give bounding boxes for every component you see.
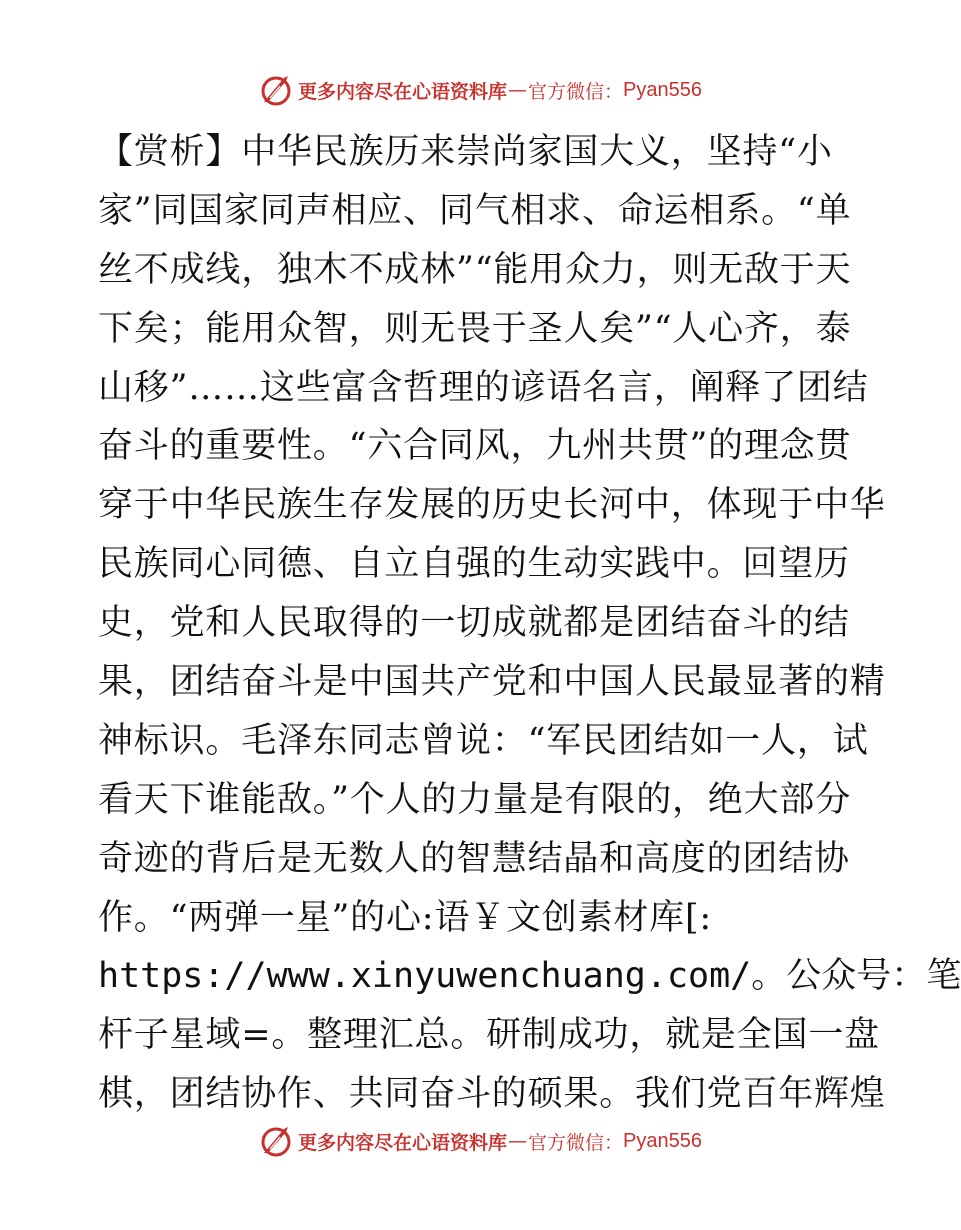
body-line: 奇迹的背后是无数人的智慧结晶和高度的团结协 [98, 838, 850, 879]
body-line: 丝不成线，独木不成林”“能用众力，则无敌于天 [98, 249, 852, 290]
banner-separator: — [508, 79, 528, 101]
footer-banner [0, 1121, 950, 1161]
feather-pen-logo-icon [258, 1123, 294, 1159]
body-line-url: https://www.xinyuwenchuang.com/。公众号：笔 [98, 956, 961, 997]
body-line: 杆子星域=。整理汇总。研制成功，就是全国一盘 [98, 1015, 880, 1056]
banner-separator: — [508, 1130, 528, 1152]
body-line: 神标识。毛泽东同志曾说：“军民团结如一人，试 [98, 720, 869, 761]
body-line: 穿于中华民族生存发展的历史长河中，体现于中华 [98, 485, 886, 526]
body-line: 棋，团结协作、共同奋斗的硕果。我们党百年辉煌 [98, 1074, 886, 1115]
banner-wechat-id: Pyan556 [623, 78, 702, 101]
banner-library-text: 更多内容尽在心语资料库 [298, 80, 508, 103]
body-line: 家”同国家同声相应、同气相求、命运相系。“单 [98, 190, 852, 231]
banner-wechat-id: Pyan556 [623, 1129, 702, 1152]
body-line: 史，党和人民取得的一切成就都是团结奋斗的结 [98, 603, 850, 644]
body-line: 山移”……这些富含哲理的谚语名言，阐释了团结 [98, 367, 869, 408]
body-line: 作。“两弹一星”的心:语￥文创素材库[: [98, 897, 713, 938]
body-line: 奋斗的重要性。“六合同风，九州共贯”的理念贯 [98, 426, 852, 467]
banner-wechat-label: 官方微信： [528, 80, 624, 103]
banner-wechat-label: 官方微信： [528, 1131, 624, 1154]
body-line: 下矣；能用众智，则无畏于圣人矣”“人心齐，泰 [98, 308, 852, 349]
banner-library-text: 更多内容尽在心语资料库 [298, 1131, 508, 1154]
body-line: 果，团结奋斗是中国共产党和中国人民最显著的精 [98, 662, 886, 703]
article-body [98, 123, 961, 1124]
body-line: 民族同心同德、自立自强的生动实践中。回望历 [98, 544, 850, 585]
header-banner [0, 70, 950, 110]
body-line: 看天下谁能敌。”个人的力量是有限的，绝大部分 [98, 779, 851, 820]
feather-pen-logo-icon [258, 72, 294, 108]
body-line: 【赏析】中华民族历来崇尚家国大义，坚持“小 [98, 132, 833, 172]
